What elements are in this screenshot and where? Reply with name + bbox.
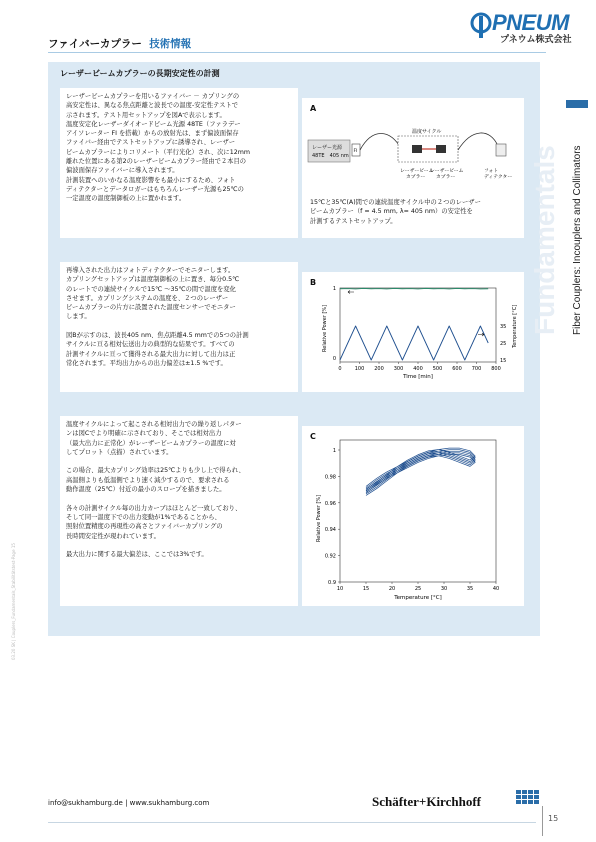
chart-b-right-arrow — [478, 333, 484, 336]
chart-c-xtick-label: 40 — [492, 586, 500, 592]
chart-b-ytick-label: 0 — [332, 356, 336, 362]
chart-c-ytick-label: 1 — [332, 448, 336, 454]
chart-c-ytick-label: 0.9 — [328, 580, 336, 586]
source-label-1: レーザー光源 — [312, 145, 343, 151]
brand-grid-icon — [516, 790, 540, 808]
figure-b — [302, 272, 524, 392]
text-box-1 — [60, 88, 298, 238]
chart-c-xtick-label: 15 — [362, 586, 370, 592]
margin-note: 03.20 SK | Couplers_Fundamentals_Stabilitätstest-Page 15 — [11, 543, 16, 660]
logo-text: PNEUM — [492, 10, 569, 35]
chart-b-ylabel: Relative Power [%] — [322, 304, 328, 352]
section-title: レーザービームカプラーの長期安定性の計測 — [60, 69, 220, 78]
chart-b-xtick-label: 300 — [393, 366, 404, 372]
chart-b-y2tick-label: 25 — [500, 341, 507, 347]
chart-c-ylabel: Relative Power [%] — [316, 494, 322, 542]
chart-b-ytick-label: 1 — [332, 286, 336, 292]
logo-mark-icon — [470, 12, 494, 40]
chart-c-ytick-label: 0.98 — [324, 474, 336, 481]
chart-b-xtick-label: 200 — [374, 366, 384, 372]
source-label-2: 48TE 405 nm — [312, 153, 349, 159]
block1-text: レーザービームカプラーを用いるファイバー － カプリングの 高安定性は、異なる焦点距離と波長での温度-安定性テストで 示されます。テスト用セットアップを図Aで表示します。 温度安定化レーザーダイオードビーム光源 48TE（ファラデー アイソレーター FI を搭載）からの放射光は、まず偏波面保存 ファイバー経由でテストセットアップに誘導され、レーザー ビームカプラーによりコリメート（平行光化）され、次に12mm 離れた位置にある第2のレーザービームカプラー経由で２本目の 偏波面保存ファイバーに導入されます。 計測装置へのいかなる温度影響をも最小にするため、フォト ディテクターとデータロガーはもちろんレーザー光源も25℃の 一定温度の温度制御板の上に置かれます。 — [66, 93, 250, 203]
figure-a — [302, 98, 524, 238]
brand-name: Schäfter+Kirchhoff — [372, 794, 481, 809]
chart-b-xlabel: Time [min] — [403, 374, 433, 380]
chart-c — [302, 426, 524, 606]
chart-b — [302, 272, 524, 392]
coupler1-label-2: カプラー — [406, 175, 426, 180]
coupler2-label-2: カプラー — [436, 175, 456, 180]
chart-b-y2tick-label: 15 — [500, 358, 507, 364]
chart-c-ytick-label: 0.94 — [324, 527, 336, 534]
coupler1-label-1: レーザービーム — [400, 169, 434, 174]
chart-b-y2tick-label: 35 — [500, 324, 507, 330]
chart-c-ytick-label: 0.96 — [324, 500, 336, 507]
text-box-2 — [60, 262, 298, 392]
chart-b-frame — [340, 288, 496, 362]
footer-contact: info@sukhamburg.de | www.sukhamburg.com — [48, 799, 210, 807]
page-title-accent: 技術情報 — [149, 38, 192, 50]
figure-b-label: B — [310, 278, 317, 287]
chart-b-xtick-label: 400 — [413, 366, 423, 372]
chart-b-left-arrow — [348, 291, 354, 294]
page-number: 15 — [548, 814, 559, 823]
chart-b-xtick-label: 100 — [354, 366, 365, 372]
figure-a-label: A — [310, 104, 317, 113]
chart-b-xtick-label: 700 — [471, 366, 482, 372]
chart-b-series-power — [340, 288, 488, 289]
title-rule — [48, 52, 546, 53]
chart-c-xtick-label: 25 — [414, 586, 422, 592]
chart-b-xtick-label: 800 — [491, 366, 501, 372]
coupler2-label-1: レーザービーム — [430, 169, 464, 174]
fi-label: FI — [353, 149, 358, 154]
figure-c-label: C — [310, 432, 316, 441]
side-tab-small: Fiber Couplers: Incouplers and Collimators — [572, 145, 583, 335]
logo-subtitle: プネウム株式会社 — [500, 35, 572, 45]
chart-c-xtick-label: 30 — [440, 586, 448, 592]
chart-c-xlabel: Temperature [°C] — [394, 595, 442, 601]
detector-label-2: ディテクター — [484, 175, 513, 180]
chart-b-series-temperature — [340, 326, 488, 360]
chart-c-xtick-label: 35 — [466, 586, 474, 592]
temp-cycle-label: 温度サイクル — [412, 129, 442, 135]
footer-rule — [48, 822, 536, 823]
company-logo — [470, 10, 582, 46]
page-number-bar — [542, 806, 543, 836]
page-title — [48, 36, 191, 51]
figure-c — [302, 426, 524, 606]
text-box-3 — [60, 416, 298, 606]
figure-a-caption: 15℃と35℃(A)間での連続温度サイクル中の２つのレーザー ビームカプラー（f = 4.5 mm, λ= 405 nm）の安定性を 計測するテストセットアップ。 — [310, 199, 481, 225]
block3-text: 温度サイクルによって起こされる相対出力での繰り返しパター ンは図Cでより明確に示されており、そこでは相対出力 （最大出力に正常化）がレーザービームカプラーの温度に対 してプロット（点描）されています。 この場合、最大カプリング効率は25℃よりも少し上で得られ、 高温側よりも低温側でより速く減少するので、要求される 動作温度（25℃）付近の最小のスロープを描きました。 各々の計測サイクル毎の出力カーブはほとんど一致しており、 そして同一温度下での出力変動が1%であることから、 照射位置精度の再現性の高さとファイバーカプリングの 長時間安定性が現われています。 最大出力に関する最大偏差は、ここでは3%です。 — [66, 421, 245, 559]
chart-c-xtick-label: 20 — [388, 586, 396, 592]
block2-text: 再導入された出力はフォトディテクターでモニターします。 カプリングセットアップは温度制御板の上に置き、毎分0.5℃ のレートでの連続サイクルで15℃ ～35℃の間で温度を変化 させます。カプリングシステムの温度を、２つのレーザー ビームカプラーの片方に設置された温度センサーでモニター します。 図Bが示すのは、波長405 nm、焦点距離4.5 mmでの5つの計測 サイクルに亘る相対伝送出力の典型的な結果です。すべての 計測サイクルに亘って獲得される最大出力に対して出力は正 常化されます。平均出力からの出力偏差は±1.5 %です。 — [66, 267, 249, 367]
side-tab-big: Fundamentals — [529, 145, 560, 335]
page-title-main: ファイバーカプラー — [48, 38, 142, 50]
chart-b-xtick-label: 500 — [432, 366, 443, 372]
chart-b-y2label: Temperature [°C] — [512, 304, 518, 348]
chart-b-xtick-label: 600 — [452, 366, 462, 372]
chart-c-xtick-label: 10 — [336, 586, 344, 592]
detector-label-1: フォト — [484, 169, 499, 174]
chart-b-xtick-label: 0 — [338, 366, 342, 372]
chart-c-ytick-label: 0.92 — [324, 553, 336, 560]
